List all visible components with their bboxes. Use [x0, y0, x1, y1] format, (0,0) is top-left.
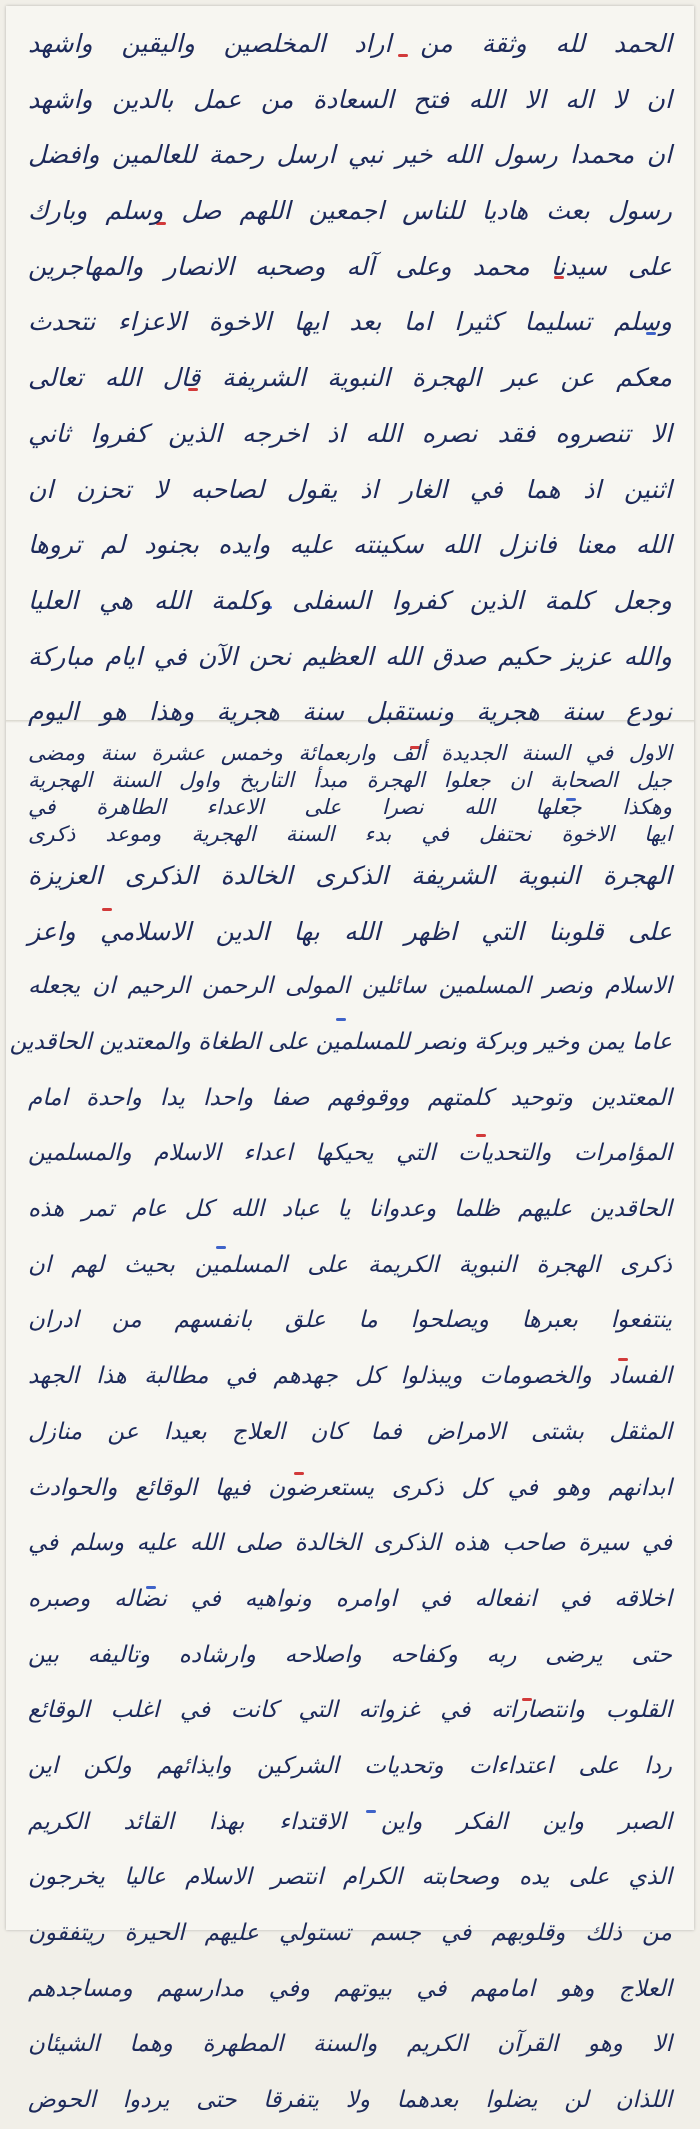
text-line: وهكذا جعلها الله نصرا على الاعداء الطاهرة في: [28, 794, 672, 819]
text-line: ايها الاخوة نحتفل في بدء السنة الهجرية وموعد ذكرى: [28, 821, 672, 846]
text-line: الصبر واين الفكر واين الاقتداء بهذا القائد الكريم: [28, 1808, 672, 1835]
text-line: المؤامرات والتحديات التي يحيكها اعداء الاسلام والمسلمين: [28, 1140, 672, 1167]
text-line: ان محمدا رسول الله خير نبي ارسل رحمة للعالمين وافضل: [28, 140, 672, 170]
text-line: على قلوبنا التي اظهر الله بها الدين الاسلامي واعز: [28, 916, 672, 946]
text-line: من ذلك وقلوبهم في جسم تستولي عليهم الحيرة ريتفقون: [28, 1920, 672, 1946]
text-line: ينتفعوا بعبرها ويصلحوا ما علق بانفسهم من ادران: [28, 1307, 672, 1334]
text-line: الاسلام ونصر المسلمين سائلين المولى الرحمن الرحيم ان يجعله: [28, 973, 672, 1000]
text-line: ابدانهم وهو في كل ذكرى يستعرضون فيها الوقائع والحوادث: [28, 1474, 672, 1501]
text-line: الحمد لله وثقة من اراد المخلصين واليقين واشهد: [28, 29, 672, 58]
text-line: معكم عن عبر الهجرة النبوية الشريفة قال الله تعالى: [28, 363, 672, 393]
text-line: وجعل كلمة الذين كفروا السفلى وكلمة الله هي العليا: [28, 585, 672, 615]
text-line: حتى يرضى ربه وكفاحه واصلاحه وارشاده وتاليفه بين: [28, 1641, 672, 1668]
text-line: الا تنصروه فقد نصره الله اذ اخرجه الذين كفروا ثاني: [28, 418, 672, 448]
text-line: ردا على اعتداءات وتحديات الشركين وايذائهم ولكن اين: [28, 1752, 672, 1779]
text-line: المعتدين وتوحيد كلمتهم ووقوفهم صفا واحدا يدا واحدة امام: [28, 1084, 672, 1111]
text-line: المثقل بشتى الامراض فما كان العلاج بعيدا عن منازل: [28, 1418, 672, 1445]
text-line: الهجرة النبوية الشريفة الذكرى الخالدة الذكرى العزيزة: [28, 860, 672, 890]
text-line: العلاج وهو امامهم في بيوتهم وفي مدارسهم ومساجدهم: [28, 1975, 672, 2002]
text-line: في سيرة صاحب هذه الذكرى الخالدة صلى الله عليه وسلم في: [28, 1530, 672, 1557]
text-line: عاما يمن وخير وبركة ونصر للمسلمين على الطغاة والمعتدين الحاقدين: [9, 1029, 672, 1055]
text-line: الاول في السنة الجديدة ألف واربعمائة وخمس عشرة سنة ومضى: [28, 740, 672, 765]
text-line: الذي على يده وصحابته الكرام انتصر الاسلام عاليا يخرجون: [28, 1864, 672, 1891]
text-line: جيل الصحابة ان جعلوا الهجرة مبدأ التاريخ واول السنة الهجرية: [28, 767, 672, 792]
text-line: والله عزيز حكيم صدق الله العظيم نحن الآن في ايام مباركة: [28, 641, 672, 671]
text-line: الحاقدين عليهم ظلما وعدوانا يا عباد الله كل عام تمر هذه: [28, 1196, 672, 1223]
text-line: رسول بعث هاديا للناس اجمعين اللهم صل وسلم وبارك: [28, 196, 672, 226]
text-line: على سيدنا محمد وعلى آله وصحبه الانصار والمهاجرين: [28, 251, 672, 281]
text-line: اخلاقه في انفعاله في اوامره ونواهيه في نضاله وصبره: [28, 1585, 672, 1612]
text-line: وسلم تسليما كثيرا اما بعد ايها الاخوة الاعزاء نتحدث: [28, 307, 672, 337]
text-line: الا وهو القرآن الكريم والسنة المطهرة وهما الشيئان: [28, 2031, 672, 2058]
text-line: ذكرى الهجرة النبوية الكريمة على المسلمين بحيث لهم ان: [28, 1251, 672, 1278]
text-line: الله معنا فانزل الله سكينته عليه وايده بجنود لم تروها: [28, 530, 672, 560]
handwritten-text: [9, 16, 672, 2114]
letter-page: [6, 6, 694, 2114]
text-line: الفساد والخصومات ويبذلوا كل جهدهم في مطالبة هذا الجهد: [28, 1363, 672, 1390]
text-line: نودع سنة هجرية ونستقبل سنة هجرية وهذا هو اليوم: [28, 697, 672, 727]
text-line: ان لا اله الا الله فتح السعادة من عمل بالدين واشهد: [28, 84, 672, 114]
text-line: اثنين اذ هما في الغار اذ يقول لصاحبه لا تحزن ان: [28, 474, 672, 504]
text-line: اللذان لن يضلوا بعدهما ولا يتفرقا حتى يردوا الحوض: [28, 2087, 672, 2114]
text-line: القلوب وانتصاراته في غزواته التي كانت في اغلب الوقائع: [28, 1697, 672, 1724]
